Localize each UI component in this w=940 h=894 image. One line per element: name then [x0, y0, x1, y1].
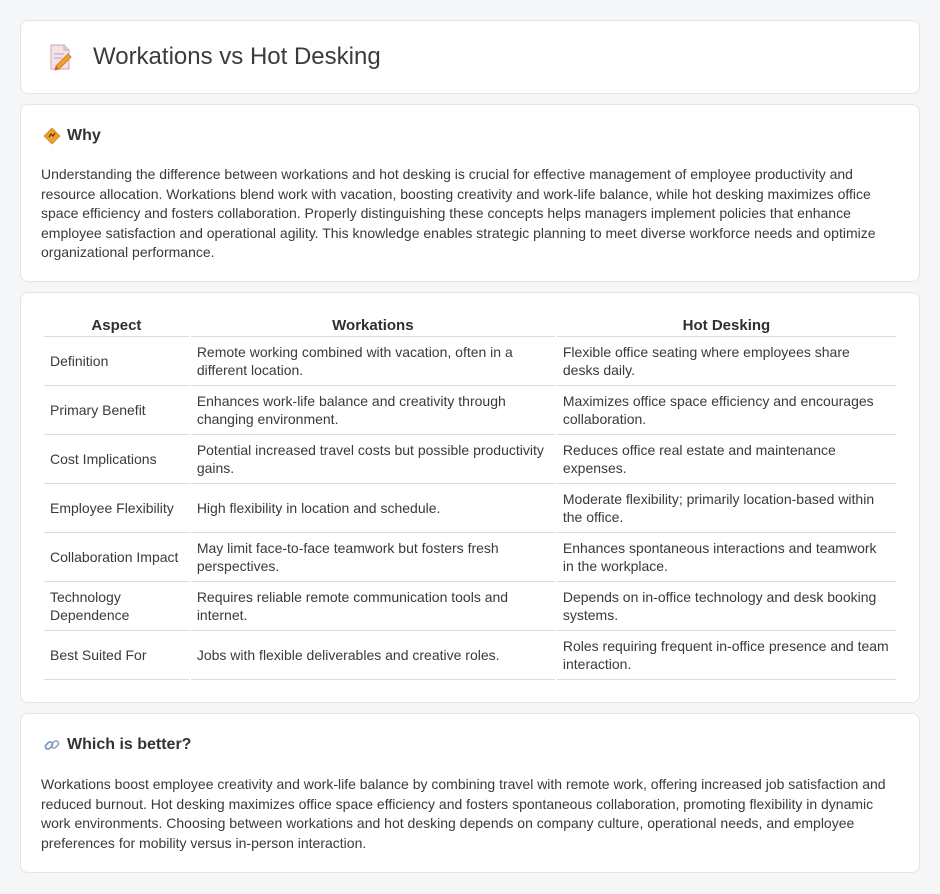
aspect-cell: Technology Dependence: [44, 582, 189, 631]
aspect-cell: Primary Benefit: [44, 386, 189, 435]
hot-desking-cell: Depends on in-office technology and desk booking systems.: [557, 582, 896, 631]
table-row: [44, 631, 896, 680]
table-row: [44, 386, 896, 435]
why-section: [20, 104, 920, 282]
workations-cell: Remote working combined with vacation, often in a different location.: [191, 337, 555, 386]
header-aspect: Aspect: [44, 315, 189, 337]
better-title: Which is better?: [67, 736, 192, 753]
hot-desking-cell: Roles requiring frequent in-office presence and team interaction.: [557, 631, 896, 680]
table-row: [44, 337, 896, 386]
why-heading: [43, 127, 101, 145]
hot-desking-cell: Enhances spontaneous interactions and teamwork in the workplace.: [557, 533, 896, 582]
title-card: [20, 20, 920, 94]
aspect-cell: Collaboration Impact: [44, 533, 189, 582]
aspect-cell: Best Suited For: [44, 631, 189, 680]
link-icon: [43, 736, 61, 754]
comparison-card: [20, 292, 920, 703]
table-row: [44, 533, 896, 582]
why-title: Why: [67, 127, 101, 144]
aspect-cell: Employee Flexibility: [44, 484, 189, 533]
hot-desking-cell: Maximizes office space efficiency and encourages collaboration.: [557, 386, 896, 435]
aspect-cell: Cost Implications: [44, 435, 189, 484]
table-row: [44, 484, 896, 533]
why-text: Understanding the difference between workations and hot desking is crucial for effective management of employee productivity and resource allocation. Workations blend work with vacation, boosting creativity and work-life balance, while hot desking maximizes office space efficiency and fosters collaboration. Properly distinguishing these concepts helps managers implement policies that enhance employee satisfaction and operational agility. This knowledge enables strategic planning to meet diverse workforce needs and optimize organizational performance.: [41, 166, 876, 261]
aspect-cell: Definition: [44, 337, 189, 386]
document-pencil-icon: [45, 42, 75, 72]
hot-desking-cell: Reduces office real estate and maintenance expenses.: [557, 435, 896, 484]
table-header-row: [44, 315, 896, 337]
page-title: Workations vs Hot Desking: [93, 43, 381, 70]
better-text: Workations boost employee creativity and work-life balance by combining travel with remote work, offering increased job satisfaction and reduced burnout. Hot desking maximizes office space efficiency and fosters spontaneous collaboration, promoting flexibility in dynamic work environments. Choosing between workations and hot desking depends on company culture, operational needs, and employee preferences for mobility versus in-person interaction.: [41, 776, 886, 851]
workations-cell: Potential increased travel costs but possible productivity gains.: [191, 435, 555, 484]
workations-cell: Enhances work-life balance and creativity through changing environment.: [191, 386, 555, 435]
table-row: [44, 582, 896, 631]
table-row: [44, 435, 896, 484]
workations-cell: High flexibility in location and schedule.: [191, 484, 555, 533]
which-is-better-section: [20, 713, 920, 873]
hot-desking-cell: Moderate flexibility; primarily location-based within the office.: [557, 484, 896, 533]
hot-desking-cell: Flexible office seating where employees share desks daily.: [557, 337, 896, 386]
header-workations: Workations: [191, 315, 555, 337]
diamond-sign-icon: [43, 127, 61, 145]
workations-cell: Requires reliable remote communication tools and internet.: [191, 582, 555, 631]
header-hot-desking: Hot Desking: [557, 315, 896, 337]
workations-cell: May limit face-to-face teamwork but fosters fresh perspectives.: [191, 533, 555, 582]
comparison-table: [42, 315, 898, 680]
better-heading: [43, 736, 191, 754]
workations-cell: Jobs with flexible deliverables and creative roles.: [191, 631, 555, 680]
